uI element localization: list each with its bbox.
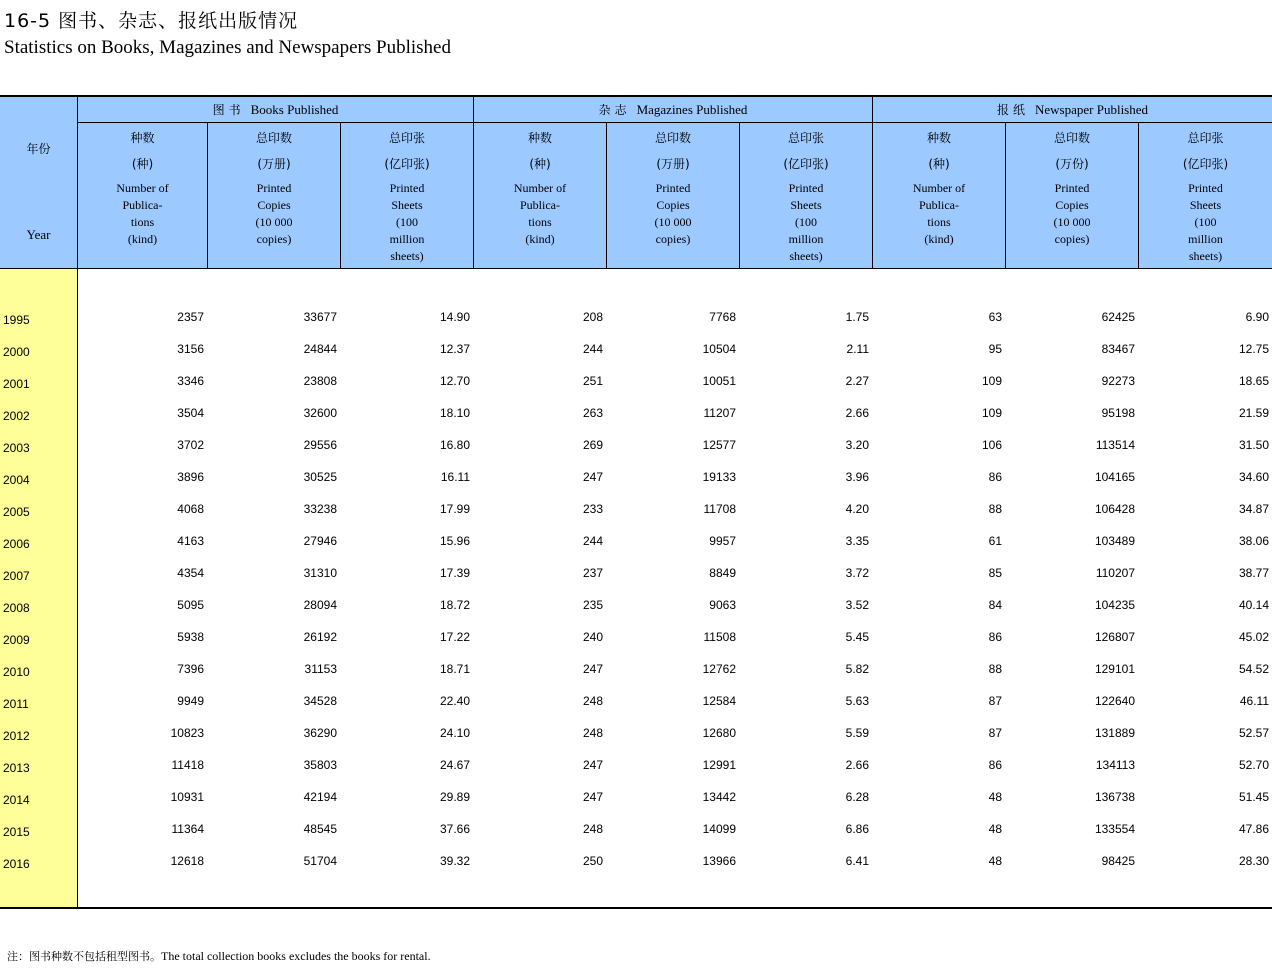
value-cell: 11418 <box>171 758 204 772</box>
value-cell: 8849 <box>709 566 736 580</box>
value-cell: 24.10 <box>439 726 470 740</box>
value-cell: 131889 <box>1094 726 1135 740</box>
value-cell: 4068 <box>177 502 204 516</box>
value-cell: 134113 <box>1095 758 1135 772</box>
value-cell: 62425 <box>1101 310 1135 324</box>
value-cell: 240 <box>582 630 603 644</box>
value-cell: 34.60 <box>1238 470 1269 484</box>
value-cell: 48 <box>988 790 1002 804</box>
value-cell: 38.77 <box>1238 566 1269 580</box>
value-cell: 233 <box>582 502 603 516</box>
value-cell: 28.30 <box>1238 854 1269 868</box>
year-header-chinese: 年份 <box>26 142 51 156</box>
value-cell: 3.96 <box>845 470 869 484</box>
group-header-magazines <box>474 98 872 122</box>
value-cell: 6.90 <box>1245 310 1269 324</box>
value-cell: 12584 <box>702 694 736 708</box>
value-cell: 24.67 <box>439 758 470 772</box>
value-cell: 9949 <box>177 694 204 708</box>
footnote-chinese: 注：图书种数不包括租型图书。 <box>7 950 161 963</box>
value-cell: 48545 <box>303 822 337 836</box>
value-cell: 26192 <box>303 630 337 644</box>
value-cell: 14.90 <box>439 310 470 324</box>
year-column-background <box>0 269 77 907</box>
value-cell: 6.41 <box>845 854 869 868</box>
value-cell: 5095 <box>177 598 204 612</box>
value-cell: 3504 <box>177 406 204 420</box>
value-cell: 61 <box>988 534 1002 548</box>
table-title-chinese: 16-5 图书、杂志、报纸出版情况 <box>4 10 299 32</box>
year-cell: 2011 <box>3 697 29 711</box>
group-header-divider <box>77 122 1272 123</box>
value-cell: 11364 <box>171 822 204 836</box>
value-cell: 3702 <box>177 438 204 452</box>
column-header-unit: (种) <box>529 157 551 171</box>
value-cell: 46.11 <box>1239 694 1269 708</box>
value-cell: 3346 <box>177 374 204 388</box>
table-row <box>0 502 1272 522</box>
year-cell: 2007 <box>3 569 30 583</box>
value-cell: 14099 <box>702 822 736 836</box>
year-cell: 2012 <box>3 729 30 743</box>
value-cell: 3.35 <box>845 534 869 548</box>
column-header-unit: (种) <box>131 157 154 171</box>
value-cell: 3.72 <box>845 566 869 580</box>
value-cell: 23808 <box>303 374 337 388</box>
column-header-unit: (亿印张) <box>783 157 829 171</box>
year-cell: 2006 <box>3 537 30 551</box>
value-cell: 12577 <box>702 438 736 452</box>
value-cell: 244 <box>582 342 603 356</box>
value-cell: 247 <box>582 790 603 804</box>
value-cell: 48 <box>988 822 1002 836</box>
value-cell: 31310 <box>303 566 337 580</box>
column-header <box>78 124 207 268</box>
value-cell: 15.96 <box>439 534 470 548</box>
value-cell: 9957 <box>709 534 736 548</box>
year-cell: 1995 <box>3 313 30 327</box>
value-cell: 18.65 <box>1238 374 1269 388</box>
column-header-english: Number of Publica- tions (kind) <box>513 181 567 246</box>
value-cell: 133554 <box>1094 822 1135 836</box>
year-cell: 2015 <box>3 825 30 839</box>
group-header-newspapers <box>873 98 1272 122</box>
value-cell: 263 <box>582 406 603 420</box>
value-cell: 48 <box>988 854 1002 868</box>
value-cell: 63 <box>988 310 1002 324</box>
table-row <box>0 758 1272 778</box>
column-header-english: Printed Sheets (100 million sheets) <box>389 181 425 263</box>
table-row <box>0 406 1272 426</box>
column-header <box>208 124 340 268</box>
value-cell: 88 <box>988 502 1002 516</box>
group-header-books <box>78 98 473 122</box>
value-cell: 104165 <box>1094 470 1135 484</box>
value-cell: 248 <box>582 822 603 836</box>
value-cell: 244 <box>582 534 603 548</box>
year-cell: 2008 <box>3 601 30 615</box>
value-cell: 42194 <box>303 790 337 804</box>
value-cell: 136738 <box>1094 790 1135 804</box>
value-cell: 13966 <box>702 854 736 868</box>
value-cell: 12.75 <box>1238 342 1269 356</box>
value-cell: 33677 <box>303 310 337 324</box>
value-cell: 28094 <box>303 598 337 612</box>
value-cell: 248 <box>582 726 603 740</box>
value-cell: 30525 <box>303 470 337 484</box>
group-label-chinese: 杂志 <box>598 103 631 117</box>
value-cell: 3.52 <box>845 598 869 612</box>
value-cell: 40.14 <box>1238 598 1269 612</box>
value-cell: 88 <box>988 662 1002 676</box>
value-cell: 2.66 <box>845 406 869 420</box>
footnote <box>7 948 431 964</box>
column-header <box>740 124 872 268</box>
value-cell: 87 <box>988 694 1002 708</box>
column-header-chinese: 总印数 <box>255 131 292 145</box>
column-header-unit: (亿印张) <box>384 157 430 171</box>
value-cell: 18.10 <box>439 406 470 420</box>
year-cell: 2005 <box>3 505 30 519</box>
value-cell: 22.40 <box>439 694 470 708</box>
group-label-english: Magazines Published <box>636 102 748 117</box>
value-cell: 98425 <box>1101 854 1135 868</box>
value-cell: 9063 <box>709 598 736 612</box>
value-cell: 29556 <box>303 438 337 452</box>
value-cell: 269 <box>582 438 603 452</box>
value-cell: 35803 <box>303 758 337 772</box>
table-row <box>0 310 1272 330</box>
value-cell: 51704 <box>303 854 337 868</box>
value-cell: 7396 <box>177 662 204 676</box>
column-header-unit: (万册) <box>656 157 690 171</box>
column-header <box>873 124 1005 268</box>
value-cell: 34.87 <box>1238 502 1269 516</box>
year-cell: 2014 <box>3 793 30 807</box>
column-header-chinese: 种数 <box>130 131 155 145</box>
value-cell: 2357 <box>177 310 204 324</box>
value-cell: 21.59 <box>1238 406 1269 420</box>
column-header-english: Printed Copies (10 000 copies) <box>654 181 692 246</box>
table-row <box>0 822 1272 842</box>
value-cell: 3156 <box>177 342 204 356</box>
value-cell: 10504 <box>702 342 736 356</box>
value-cell: 11207 <box>703 406 736 420</box>
year-cell: 2004 <box>3 473 30 487</box>
value-cell: 6.86 <box>845 822 869 836</box>
value-cell: 86 <box>988 758 1002 772</box>
value-cell: 36290 <box>303 726 337 740</box>
value-cell: 12.37 <box>439 342 470 356</box>
value-cell: 10051 <box>702 374 736 388</box>
column-header-chinese: 总印数 <box>1053 131 1090 145</box>
column-header <box>474 124 606 268</box>
value-cell: 3.20 <box>845 438 869 452</box>
column-header <box>341 124 473 268</box>
value-cell: 248 <box>582 694 603 708</box>
value-cell: 237 <box>582 566 603 580</box>
value-cell: 95198 <box>1101 406 1135 420</box>
value-cell: 1.75 <box>845 310 869 324</box>
value-cell: 3896 <box>177 470 204 484</box>
table-row <box>0 566 1272 586</box>
value-cell: 86 <box>988 470 1002 484</box>
year-header-english: Year <box>26 227 51 242</box>
column-header-english: Number of Publica- tions (kind) <box>116 181 169 246</box>
value-cell: 104235 <box>1094 598 1135 612</box>
value-cell: 16.80 <box>439 438 470 452</box>
table-row <box>0 342 1272 362</box>
header-bottom-rule <box>0 268 1272 269</box>
value-cell: 52.57 <box>1238 726 1269 740</box>
value-cell: 4354 <box>177 566 204 580</box>
table-title-english: Statistics on Books, Magazines and Newspapers Published <box>4 37 451 58</box>
value-cell: 18.72 <box>439 598 470 612</box>
value-cell: 34528 <box>303 694 337 708</box>
column-header-english: Printed Copies (10 000 copies) <box>1053 181 1091 246</box>
value-cell: 45.02 <box>1238 630 1269 644</box>
column-header-chinese: 总印张 <box>1187 131 1224 145</box>
value-cell: 16.11 <box>440 470 470 484</box>
value-cell: 84 <box>988 598 1002 612</box>
value-cell: 19133 <box>702 470 736 484</box>
value-cell: 12618 <box>170 854 204 868</box>
column-header-chinese: 种数 <box>926 131 951 145</box>
group-label-english: Books Published <box>250 102 339 117</box>
value-cell: 87 <box>988 726 1002 740</box>
value-cell: 208 <box>582 310 603 324</box>
value-cell: 10931 <box>170 790 204 804</box>
year-cell: 2016 <box>3 857 30 871</box>
year-cell: 2002 <box>3 409 30 423</box>
group-label-english: Newspaper Published <box>1035 102 1149 117</box>
year-cell: 2009 <box>3 633 30 647</box>
value-cell: 12762 <box>702 662 736 676</box>
column-header <box>1006 124 1138 268</box>
value-cell: 5.63 <box>845 694 869 708</box>
value-cell: 47.86 <box>1238 822 1269 836</box>
value-cell: 92273 <box>1101 374 1135 388</box>
column-header-english: Number of Publica- tions (kind) <box>912 181 966 246</box>
column-header-chinese: 总印张 <box>388 131 425 145</box>
group-label-chinese: 报纸 <box>996 103 1029 117</box>
value-cell: 37.66 <box>439 822 470 836</box>
value-cell: 32600 <box>303 406 337 420</box>
year-cell: 2010 <box>3 665 30 679</box>
column-header <box>1139 124 1272 268</box>
value-cell: 17.99 <box>439 502 470 516</box>
value-cell: 85 <box>988 566 1002 580</box>
value-cell: 129101 <box>1094 662 1135 676</box>
column-header-unit: (种) <box>928 157 950 171</box>
year-cell: 2013 <box>3 761 30 775</box>
value-cell: 17.39 <box>439 566 470 580</box>
value-cell: 2.66 <box>845 758 869 772</box>
value-cell: 83467 <box>1101 342 1135 356</box>
value-cell: 13442 <box>702 790 736 804</box>
value-cell: 18.71 <box>439 662 470 676</box>
year-cell: 2001 <box>3 377 30 391</box>
value-cell: 33238 <box>303 502 337 516</box>
value-cell: 103489 <box>1094 534 1135 548</box>
column-header-english: Printed Copies (10 000 copies) <box>255 181 293 246</box>
value-cell: 31.50 <box>1238 438 1269 452</box>
value-cell: 38.06 <box>1238 534 1269 548</box>
value-cell: 235 <box>582 598 603 612</box>
column-header-english: Printed Sheets (100 million sheets) <box>1188 181 1223 263</box>
value-cell: 11508 <box>703 630 736 644</box>
value-cell: 247 <box>582 662 603 676</box>
value-cell: 5938 <box>177 630 204 644</box>
value-cell: 17.22 <box>439 630 470 644</box>
value-cell: 109 <box>981 406 1002 420</box>
group-label-chinese: 图书 <box>212 103 245 117</box>
value-cell: 2.11 <box>846 342 869 356</box>
column-header <box>607 124 739 268</box>
value-cell: 247 <box>582 470 603 484</box>
bottom-rule <box>0 907 1272 909</box>
value-cell: 251 <box>582 374 603 388</box>
value-cell: 24844 <box>303 342 337 356</box>
table-row <box>0 598 1272 618</box>
value-cell: 95 <box>988 342 1002 356</box>
value-cell: 113514 <box>1095 438 1135 452</box>
value-cell: 2.27 <box>845 374 869 388</box>
table-row <box>0 662 1272 682</box>
footnote-english: The total collection books excludes the books for rental. <box>161 949 431 963</box>
value-cell: 126807 <box>1094 630 1135 644</box>
table-row <box>0 534 1272 554</box>
column-header-chinese: 种数 <box>527 131 552 145</box>
value-cell: 250 <box>582 854 603 868</box>
value-cell: 51.45 <box>1238 790 1269 804</box>
value-cell: 6.28 <box>845 790 869 804</box>
column-header-chinese: 总印张 <box>787 131 824 145</box>
value-cell: 247 <box>582 758 603 772</box>
value-cell: 106428 <box>1094 502 1135 516</box>
value-cell: 27946 <box>303 534 337 548</box>
column-header-unit: (万份) <box>1055 157 1089 171</box>
value-cell: 86 <box>988 630 1002 644</box>
value-cell: 5.45 <box>845 630 869 644</box>
column-header-unit: (万册) <box>257 157 291 171</box>
column-header-english: Printed Sheets (100 million sheets) <box>788 181 824 263</box>
table-row <box>0 630 1272 650</box>
table-row <box>0 470 1272 490</box>
value-cell: 122640 <box>1094 694 1135 708</box>
value-cell: 29.89 <box>439 790 470 804</box>
year-cell: 2000 <box>3 345 30 359</box>
value-cell: 54.52 <box>1238 662 1269 676</box>
value-cell: 12991 <box>702 758 736 772</box>
table-row <box>0 694 1272 714</box>
column-header-unit: (亿印张) <box>1182 157 1229 171</box>
value-cell: 12.70 <box>439 374 470 388</box>
value-cell: 7768 <box>709 310 736 324</box>
table-row <box>0 854 1272 874</box>
table-row <box>0 726 1272 746</box>
value-cell: 52.70 <box>1238 758 1269 772</box>
column-header-chinese: 总印数 <box>654 131 691 145</box>
value-cell: 106 <box>981 438 1002 452</box>
value-cell: 5.82 <box>845 662 869 676</box>
value-cell: 10823 <box>170 726 204 740</box>
value-cell: 110207 <box>1095 566 1135 580</box>
table-row <box>0 374 1272 394</box>
value-cell: 109 <box>981 374 1002 388</box>
value-cell: 5.59 <box>845 726 869 740</box>
value-cell: 4.20 <box>845 502 869 516</box>
value-cell: 39.32 <box>439 854 470 868</box>
value-cell: 11708 <box>703 502 736 516</box>
value-cell: 31153 <box>304 662 337 676</box>
value-cell: 4163 <box>177 534 204 548</box>
table-row <box>0 438 1272 458</box>
value-cell: 12680 <box>702 726 736 740</box>
table-row <box>0 790 1272 810</box>
year-cell: 2003 <box>3 441 30 455</box>
